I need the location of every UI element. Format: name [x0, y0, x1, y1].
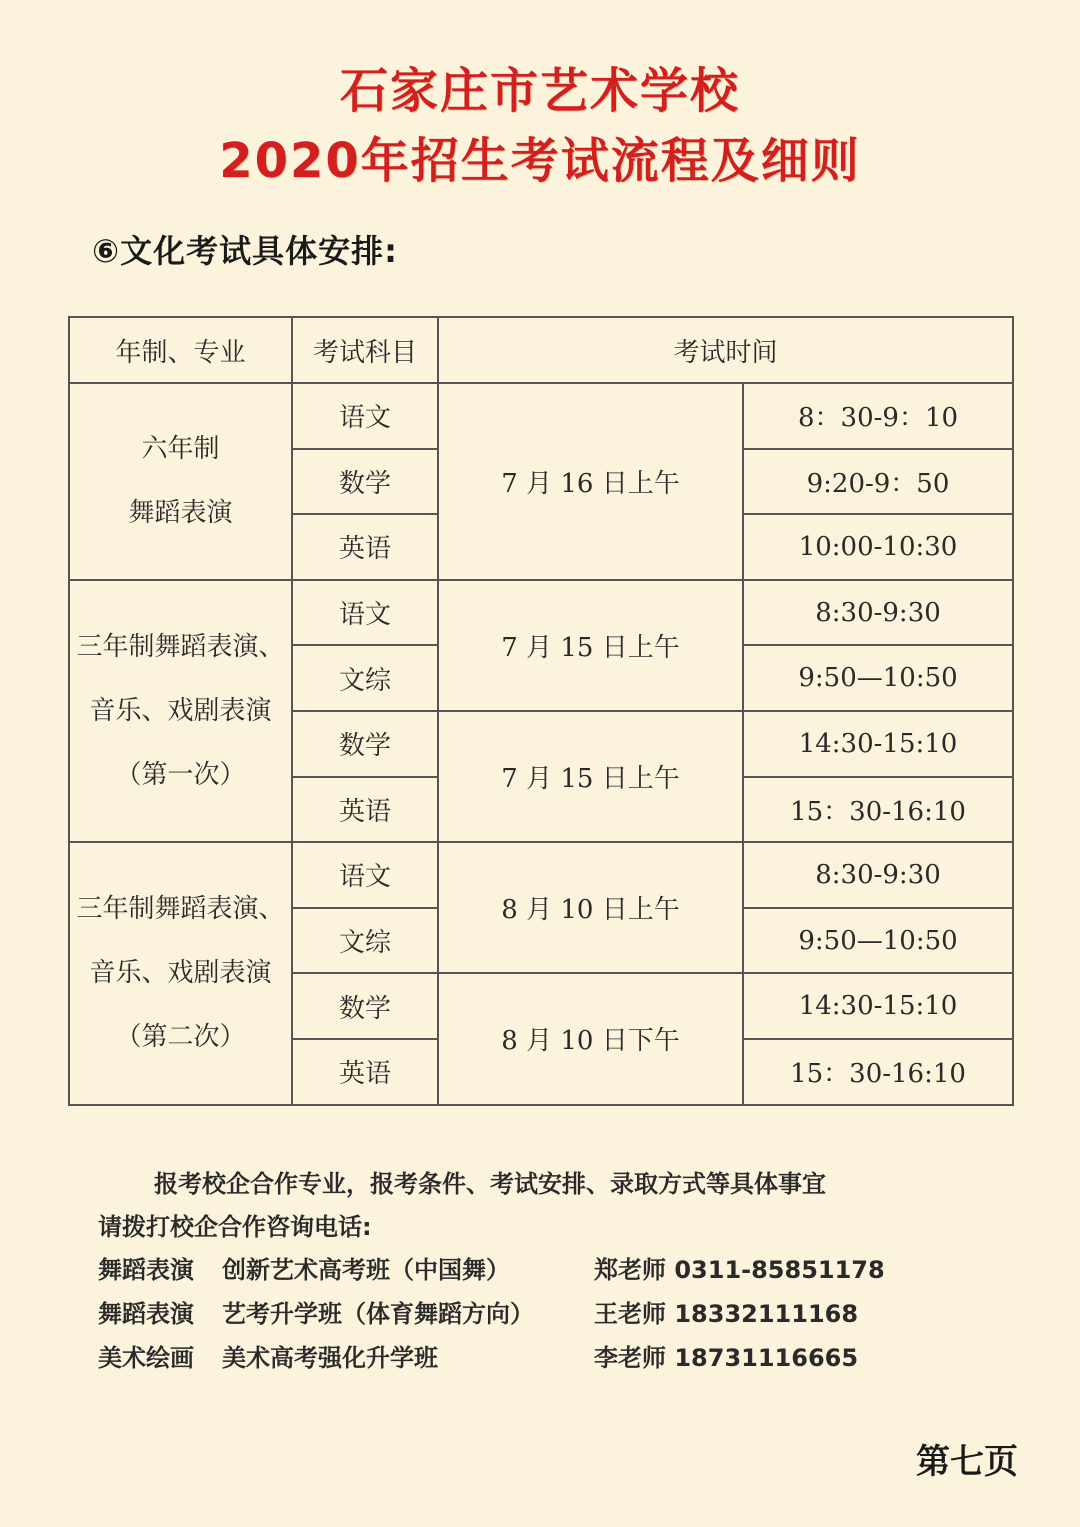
- subject-cell: 数学: [292, 711, 438, 777]
- contact-footer: [98, 1162, 998, 1380]
- page-number: 第七页: [916, 1442, 1018, 1482]
- subject-cell: 语文: [292, 580, 438, 646]
- table-row: [69, 580, 1013, 646]
- time-cell: 15：30-16:10: [743, 1039, 1013, 1105]
- date-cell: 7 月 15 日上午: [438, 711, 743, 842]
- contact-row: [98, 1292, 998, 1336]
- subject-cell: 英语: [292, 514, 438, 580]
- subject-cell: 文综: [292, 645, 438, 711]
- table-row: [69, 842, 1013, 908]
- time-cell: 14:30-15:10: [743, 973, 1013, 1039]
- table-header-row: [69, 317, 1013, 383]
- subject-cell: 语文: [292, 842, 438, 908]
- subject-cell: 文综: [292, 908, 438, 974]
- contact-class: 创新艺术高考班（中国舞）: [222, 1256, 510, 1284]
- subject-cell: 数学: [292, 449, 438, 515]
- footer-intro-line-2: 请拨打校企合作咨询电话:: [98, 1213, 372, 1241]
- contact-person: 郑老师 0311-85851178: [594, 1256, 885, 1284]
- time-cell: 14:30-15:10: [743, 711, 1013, 777]
- time-cell: 10:00-10:30: [743, 514, 1013, 580]
- table-row: [69, 383, 1013, 449]
- header-exam-time: 考试时间: [438, 317, 1013, 383]
- exam-schedule-table: [68, 316, 1014, 1106]
- title-line-1: 石家庄市艺术学校: [339, 63, 740, 119]
- contact-class: 美术高考强化升学班: [222, 1344, 438, 1372]
- time-cell: 8：30-9：10: [743, 383, 1013, 449]
- title-line-2: 2020年招生考试流程及细则: [219, 133, 861, 189]
- date-cell: 7 月 15 日上午: [438, 580, 743, 711]
- time-cell: 9:50—10:50: [743, 645, 1013, 711]
- time-cell: 9:20-9：50: [743, 449, 1013, 515]
- date-cell: 8 月 10 日下午: [438, 973, 743, 1104]
- section-heading: ⑥文化考试具体安排:: [92, 232, 398, 270]
- time-cell: 8:30-9:30: [743, 580, 1013, 646]
- subject-cell: 英语: [292, 777, 438, 843]
- time-cell: 8:30-9:30: [743, 842, 1013, 908]
- header-subject: 考试科目: [292, 317, 438, 383]
- subject-cell: 数学: [292, 973, 438, 1039]
- contact-category: 舞蹈表演: [98, 1300, 194, 1328]
- program-cell: 六年制 舞蹈表演: [69, 383, 292, 580]
- footer-intro-line-1: 报考校企合作专业，报考条件、考试安排、录取方式等具体事宜: [154, 1170, 826, 1198]
- contact-person: 王老师 18332111168: [594, 1300, 859, 1328]
- header-program: 年制、专业: [69, 317, 292, 383]
- program-cell: 三年制舞蹈表演、音乐、戏剧表演（第二次）: [69, 842, 292, 1104]
- program-cell: 三年制舞蹈表演、音乐、戏剧表演（第一次）: [69, 580, 292, 842]
- subject-cell: 语文: [292, 383, 438, 449]
- contact-person: 李老师 18731116665: [594, 1344, 859, 1372]
- contact-row: [98, 1336, 998, 1380]
- time-cell: 15：30-16:10: [743, 777, 1013, 843]
- time-cell: 9:50—10:50: [743, 908, 1013, 974]
- contact-category: 美术绘画: [98, 1344, 194, 1372]
- contact-row: [98, 1248, 998, 1292]
- subject-cell: 英语: [292, 1039, 438, 1105]
- date-cell: 8 月 10 日上午: [438, 842, 743, 973]
- contact-category: 舞蹈表演: [98, 1256, 194, 1284]
- contact-class: 艺考升学班（体育舞蹈方向）: [222, 1300, 534, 1328]
- date-cell: 7 月 16 日上午: [438, 383, 743, 580]
